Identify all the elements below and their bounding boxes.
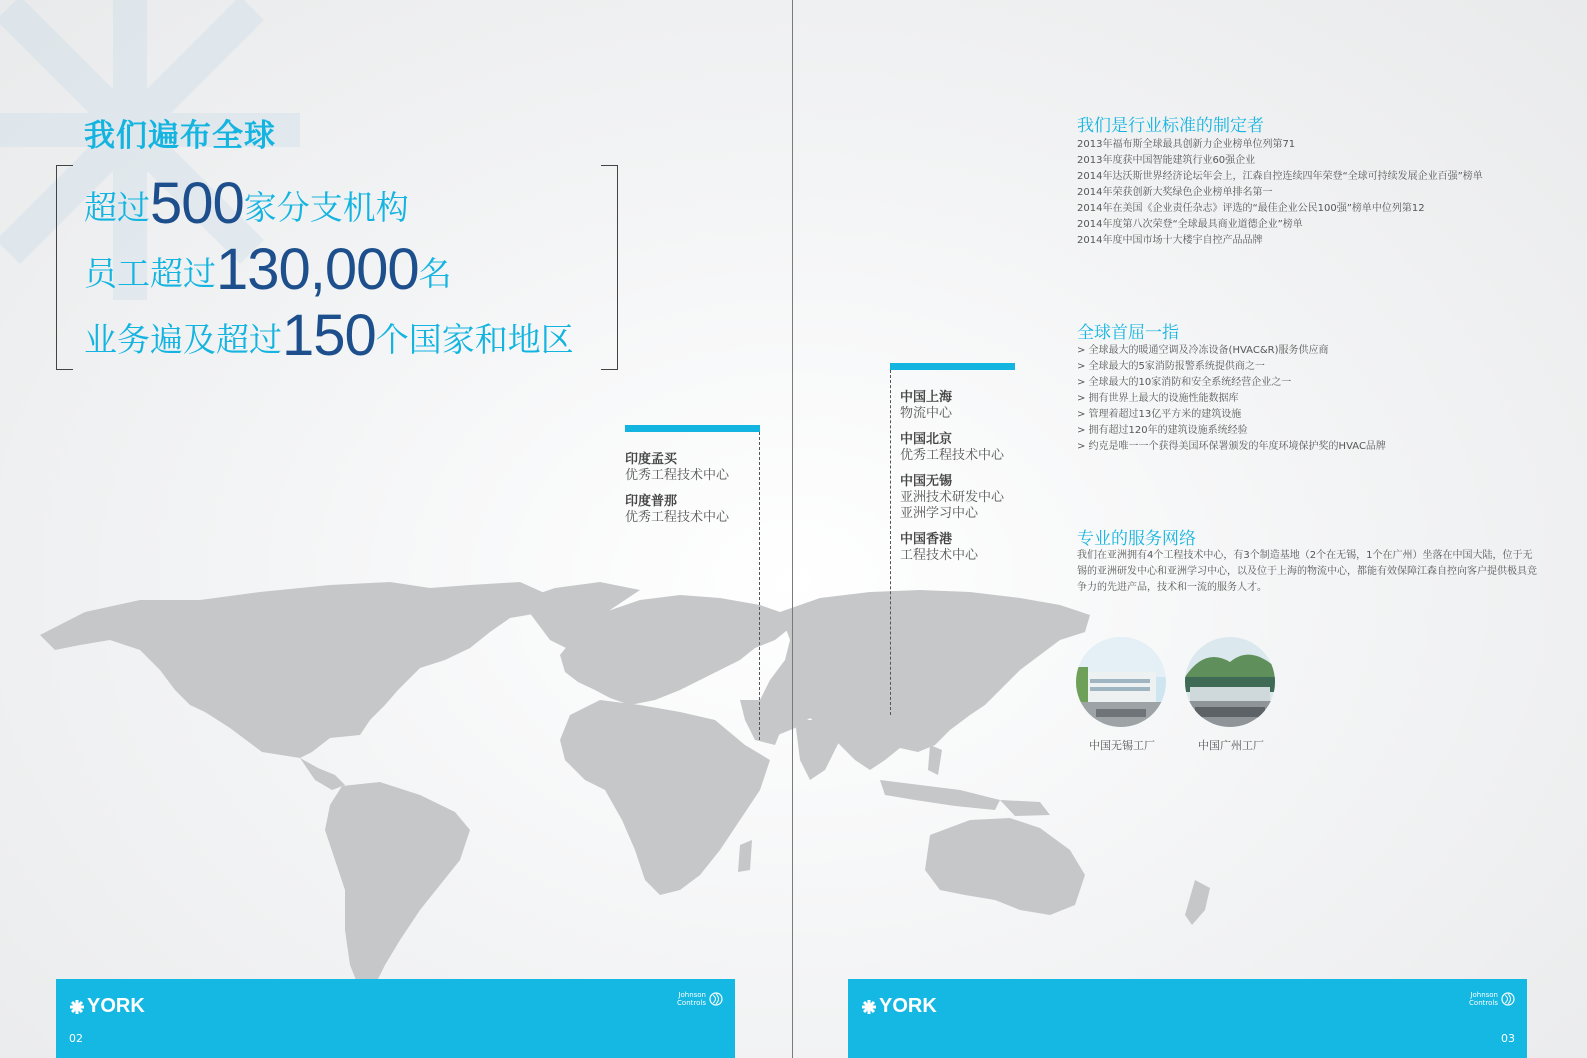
awards-list (1077, 137, 1483, 249)
callout-bar (890, 363, 1015, 370)
india-callout (625, 425, 760, 526)
york-logo (69, 995, 145, 1018)
list-item: 2014年荣获创新大奖绿色企业榜单排名第一 (1077, 187, 1273, 198)
left-page (0, 0, 793, 1058)
list-item: > 全球最大的10家消防和安全系统经营企业之一 (1077, 377, 1292, 388)
leading-list (1077, 343, 1386, 455)
jc-swirl-icon (1501, 992, 1515, 1006)
map-indonesia (880, 780, 1000, 810)
location-item (900, 474, 1015, 522)
brand-name: YORK (879, 995, 937, 1017)
location-city: 印度孟买 (625, 452, 678, 467)
bracket-left (56, 165, 73, 370)
factory-guangzhou (1185, 637, 1277, 753)
page-title: 我们遍布全球 (84, 118, 276, 154)
johnson-controls-logo (677, 991, 723, 1007)
location-item (625, 494, 760, 526)
york-logo (861, 995, 937, 1018)
callout-leader-line (759, 432, 760, 740)
location-city: 中国北京 (900, 432, 953, 447)
section-title-service: 专业的服务网络 (1077, 529, 1196, 549)
list-item: 2014年达沃斯世界经济论坛年会上，江森自控连续四年荣登“全球可持续发展企业百强”榜单 (1077, 171, 1483, 182)
stat-countries (84, 302, 574, 369)
map-australia (925, 818, 1085, 915)
partner-line2: Controls (1469, 999, 1498, 1007)
location-desc: 优秀工程技术中心 (625, 468, 730, 483)
location-item (625, 452, 760, 484)
jc-swirl-icon (709, 992, 723, 1006)
stat-number: 130,000 (216, 237, 419, 302)
list-item: > 全球最大的暖通空调及冷冻设备(HVAC&R)服务供应商 (1077, 345, 1329, 356)
stat-prefix: 业务遍及超过 (84, 320, 282, 359)
list-item: > 管理着超过13亿平方米的建筑设施 (1077, 409, 1242, 420)
factory-wuxi (1076, 637, 1168, 753)
list-item: > 全球最大的5家消防报警系统提供商之一 (1077, 361, 1265, 372)
stat-employees (84, 236, 452, 303)
callout-bar (625, 425, 760, 432)
stat-number: 500 (150, 171, 244, 236)
list-item: 2014年度第八次荣登“全球最具商业道德企业”榜单 (1077, 219, 1303, 230)
map-new-guinea (1000, 800, 1050, 816)
location-desc: 亚洲学习中心 (900, 506, 979, 521)
factory-caption: 中国广州工厂 (1198, 739, 1264, 752)
stat-suffix: 家分支机构 (243, 188, 409, 227)
list-item: > 拥有超过120年的建筑设施系统经验 (1077, 425, 1248, 436)
stat-prefix: 超过 (84, 188, 150, 227)
china-callout (890, 363, 1015, 564)
footer-bar-left (56, 979, 735, 1058)
stat-suffix: 个国家和地区 (375, 320, 574, 359)
list-item: 2014年在美国《企业责任杂志》评选的“最佳企业公民100强”榜单中位列第12 (1077, 203, 1425, 214)
section-title-leading: 全球首屈一指 (1077, 323, 1179, 343)
stat-prefix: 员工超过 (84, 254, 216, 293)
location-city: 印度普那 (625, 494, 678, 509)
york-snowflake-icon (861, 999, 877, 1015)
stat-suffix: 名 (418, 254, 452, 293)
location-desc: 物流中心 (900, 406, 953, 421)
factory-photo (1185, 637, 1275, 727)
location-city: 中国上海 (900, 390, 953, 405)
partner-line1: Johnson (678, 991, 706, 999)
stat-number: 150 (282, 303, 376, 368)
list-item: 2013年度获中国智能建筑行业60强企业 (1077, 155, 1256, 166)
service-paragraph: 我们在亚洲拥有4个工程技术中心，有3个制造基地（2个在无锡，1个在广州）坐落在中国大陆，位于无锡的亚洲研发中心和亚洲学习中心，以及位于上海的物流中心，都能有效保障江森自控向客户提供极具竞争力的先进产品，技术和一流的服务人才。 (1077, 550, 1537, 593)
brand-name: YORK (87, 995, 145, 1017)
footer-bar-right (848, 979, 1527, 1058)
york-snowflake-icon (69, 999, 85, 1015)
page-number: 03 (1501, 1032, 1515, 1045)
location-desc: 工程技术中心 (900, 548, 979, 563)
factory-photo (1076, 637, 1166, 727)
factory-caption: 中国无锡工厂 (1089, 739, 1155, 752)
location-desc: 优秀工程技术中心 (900, 448, 1005, 463)
location-desc: 优秀工程技术中心 (625, 510, 730, 525)
bracket-right (601, 165, 618, 370)
list-item: 2014年度中国市场十大楼宇自控产品品牌 (1077, 235, 1263, 246)
map-new-zealand (1185, 880, 1210, 925)
location-city: 中国香港 (900, 532, 953, 547)
callout-leader-line (890, 370, 891, 715)
location-item (900, 432, 1015, 464)
list-item: > 拥有世界上最大的设施性能数据库 (1077, 393, 1239, 404)
johnson-controls-logo (1469, 991, 1515, 1007)
partner-line2: Controls (677, 999, 706, 1007)
list-item: > 约克是唯一一个获得美国环保署颁发的年度环境保护奖的HVAC品牌 (1077, 441, 1386, 452)
stat-branches (84, 170, 409, 237)
location-item (900, 532, 1015, 564)
location-desc: 亚洲技术研发中心 (900, 490, 1005, 505)
list-item: 2013年福布斯全球最具创新力企业榜单位列第71 (1077, 139, 1296, 150)
location-item (900, 390, 1015, 422)
section-title-standards: 我们是行业标准的制定者 (1077, 116, 1264, 136)
partner-line1: Johnson (1470, 991, 1498, 999)
map-philippines (928, 745, 942, 775)
page-number: 02 (69, 1032, 83, 1045)
location-city: 中国无锡 (900, 474, 953, 489)
